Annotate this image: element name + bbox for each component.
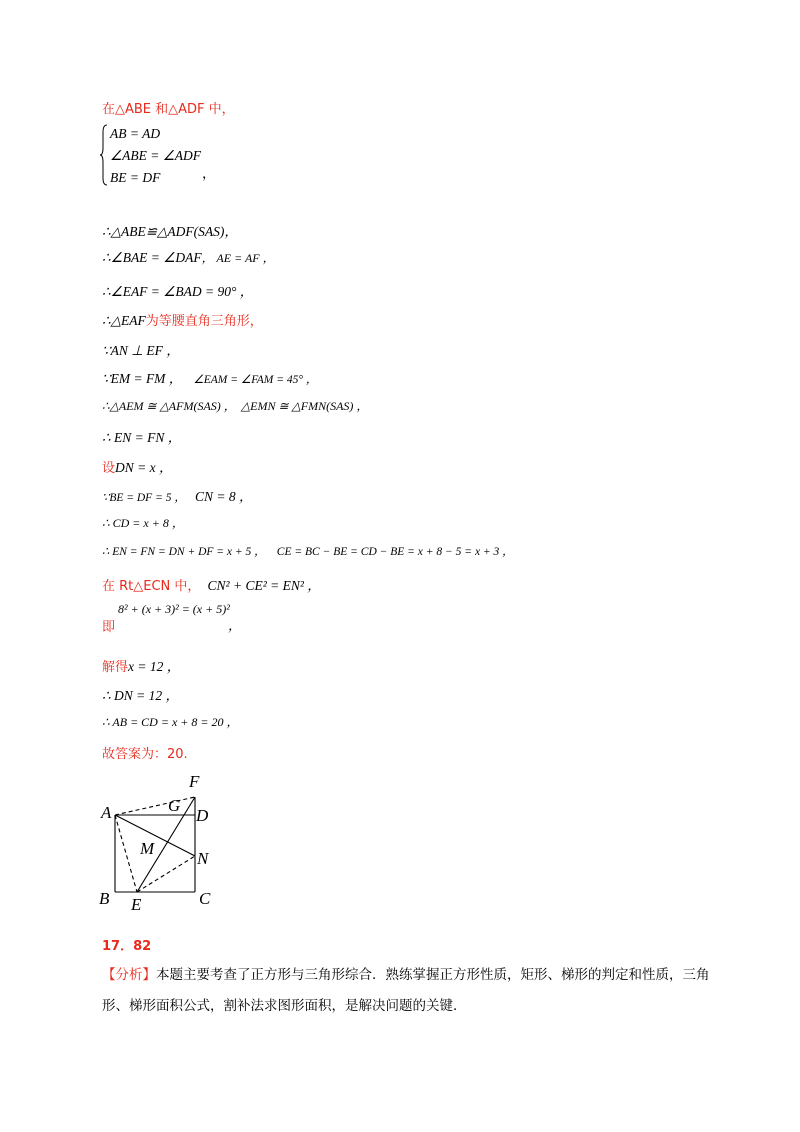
eq-angle-eam: ∠EAM = ∠FAM = 45° ，: [193, 374, 318, 386]
eq-aem-afm: ∴△AEM ≅ △AFM(SAS) ，: [102, 399, 236, 413]
line-right-triangle: [102, 574, 321, 594]
eq-dn-x: DN = x ，: [115, 460, 173, 475]
text-solve: 解得: [102, 660, 129, 675]
eq-triangle-eaf: ∴△EAF: [102, 313, 146, 328]
label-d: D: [196, 806, 209, 825]
segment-en-dashed: [137, 856, 195, 892]
line-answer: 故答案为：20.: [102, 747, 188, 762]
eq-be-df: ∵BE = DF = 5 ，: [102, 492, 186, 504]
line-en-ce: [102, 543, 514, 559]
analysis-paragraph: [102, 960, 732, 1022]
line-cd: ∴ CD = x + 8 ，: [102, 516, 184, 530]
segment-af-dashed: [115, 797, 195, 815]
system-row-2: ∠ABE = ∠ADF: [110, 148, 202, 163]
eq-pythagoras: CN² + CE² = EN² ，: [207, 578, 321, 593]
line-ab-cd-20: ∴ AB = CD = x + 8 = 20 ，: [102, 715, 239, 729]
system-row-1: AB = AD: [110, 126, 161, 141]
text-let: 设: [102, 461, 116, 476]
segment-ae-dashed: [115, 815, 137, 892]
text-in-triangles: 在△ABE 和△ADF 中，: [102, 102, 235, 117]
eq-angle-bae: ∴∠BAE = ∠DAF: [102, 250, 202, 265]
line-in-triangles: [102, 98, 235, 117]
line-congruent-abe-adf: ∴△ABE≌△ADF(SAS)，: [102, 224, 238, 239]
eq-substituted: 8² + (x + 3)² = (x + 5)²: [118, 602, 230, 616]
system-comma: ，: [202, 166, 216, 181]
line-let-dn: [102, 456, 173, 476]
label-m: M: [140, 839, 155, 858]
label-g: G: [168, 796, 181, 815]
line-solve: [102, 655, 180, 675]
line-congruent-aem: [102, 397, 368, 414]
line-dn-12: ∴ DN = 12 ，: [102, 688, 179, 703]
eq-ce: CE = BC − BE = CD − BE = x + 8 − 5 = x + 3 ，: [276, 546, 514, 558]
eq-em-fm: ∵EM = FM ，: [102, 371, 183, 386]
line-angle-bae: [102, 249, 275, 266]
system-row-3: BE = DF: [110, 170, 161, 185]
segment-an: [115, 815, 195, 856]
geometry-figure: [95, 770, 225, 919]
eq-ae-af: ， AE = AF ，: [201, 251, 275, 265]
line-be-df: [102, 485, 252, 505]
eq-cn-8: CN = 8 ，: [194, 489, 253, 504]
analysis-tag: 【分析】: [102, 967, 156, 983]
line-angle-eaf: ∴∠EAF = ∠BAD = 90° ，: [102, 284, 254, 299]
line-em-fm: [102, 367, 317, 387]
eq-emn-fmn: △EMN ≅ △FMN(SAS) ，: [240, 399, 369, 413]
analysis-text: 本题主要考查了正方形与三角形综合．熟练掌握正方形性质，矩形、梯形的判定和性质，三角形、梯形面积公式，割补法求图形面积，是解决问题的关键．: [102, 967, 710, 1014]
text-namely: 即: [102, 620, 116, 635]
eq-x-12: x = 12 ，: [128, 659, 181, 674]
label-e: E: [131, 895, 142, 914]
label-b: B: [99, 889, 110, 908]
label-c: C: [199, 889, 211, 908]
label-n: N: [197, 849, 209, 868]
brace-icon: [100, 124, 108, 186]
line-en-fn: ∴ EN = FN ，: [102, 430, 182, 445]
text-in-rt-triangle: 在 Rt△ECN 中，: [102, 579, 201, 594]
problem-number: 17．82: [102, 939, 152, 954]
eq-en-fn: ∴ EN = FN = DN + DF = x + 5 ，: [102, 546, 266, 558]
line-an-perp-ef: ∵AN ⊥ EF ，: [102, 343, 180, 358]
text-isosceles-right: 为等腰直角三角形，: [145, 314, 263, 329]
comma: ，: [228, 618, 242, 633]
label-f: F: [189, 772, 200, 791]
line-isosceles-right: [102, 310, 263, 329]
label-a: A: [101, 803, 112, 822]
